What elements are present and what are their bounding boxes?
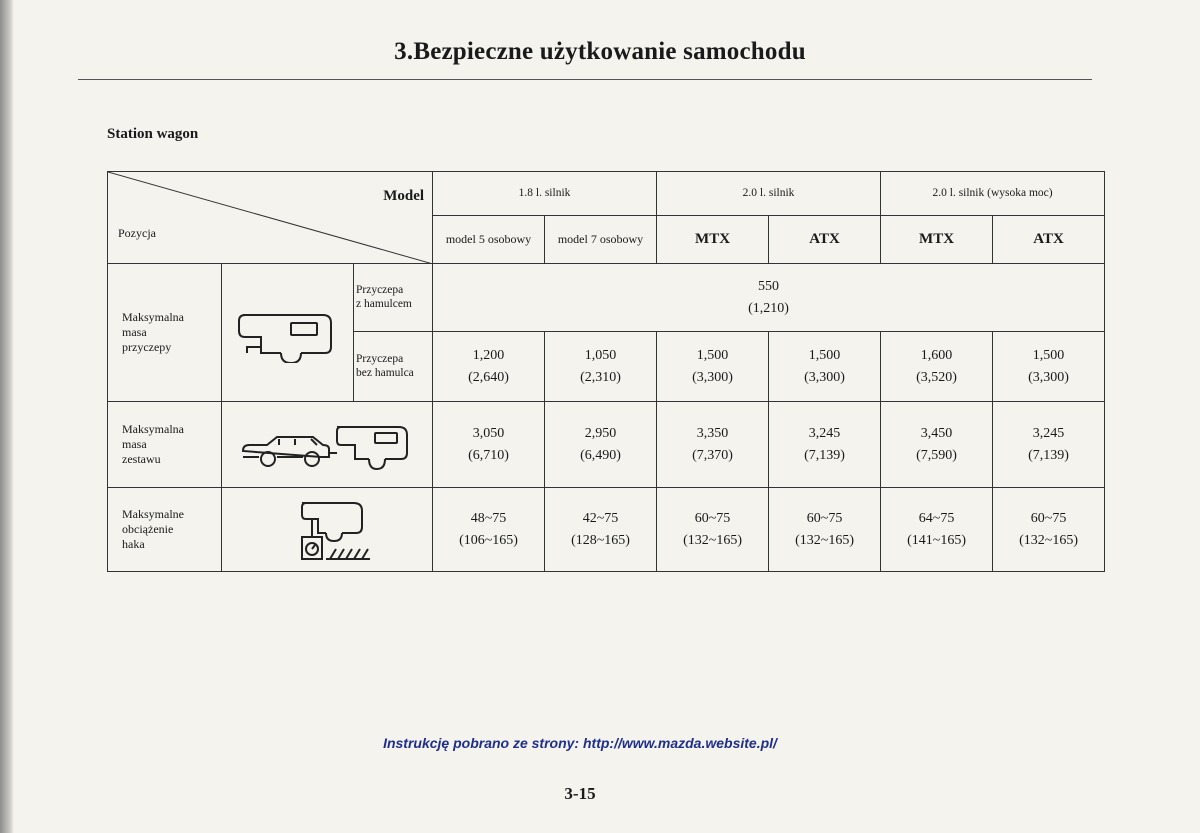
- row-label-line: zestawu: [122, 452, 161, 466]
- variant-header: MTX: [657, 216, 769, 264]
- value-lb: (3,300): [1028, 369, 1069, 385]
- sublabel-braked: [354, 264, 433, 332]
- value-kg: 1,600: [920, 347, 953, 363]
- value-cell: [881, 488, 993, 572]
- value-kg: 3,050: [472, 425, 505, 441]
- value-lb: (141~165): [907, 532, 966, 548]
- row-label-line: masa: [122, 437, 147, 451]
- value-lb: (7,590): [916, 447, 957, 463]
- value-lb: (3,300): [692, 369, 733, 385]
- combination-icon-cell: [222, 402, 433, 488]
- value-cell: [881, 332, 993, 402]
- value-lb: (6,710): [468, 447, 509, 463]
- position-label: Pozycja: [118, 226, 156, 241]
- value-kg: 42~75: [582, 510, 619, 526]
- value-cell: [881, 402, 993, 488]
- page-title: 3.Bezpieczne użytkowanie samochodu: [394, 38, 806, 65]
- car-towing-caravan-icon: [237, 415, 417, 475]
- value-cell: [433, 488, 545, 572]
- section-heading: Station wagon: [107, 126, 199, 142]
- value-kg: 1,200: [472, 347, 505, 363]
- title-rule: [78, 79, 1092, 80]
- value-lb: (3,300): [804, 369, 845, 385]
- value-cell: [993, 402, 1105, 488]
- value-lb: (132~165): [683, 532, 742, 548]
- value-lb: (106~165): [459, 532, 518, 548]
- row-label-combination-mass: [108, 402, 222, 488]
- caravan-trailer-icon: [233, 303, 343, 363]
- value-kg: 1,050: [584, 347, 617, 363]
- row-label-line: haka: [122, 537, 145, 551]
- trailer-icon-cell: [222, 264, 354, 402]
- variant-header: ATX: [993, 216, 1105, 264]
- sublabel-line: z hamulcem: [356, 297, 412, 310]
- value-cell: [657, 332, 769, 402]
- value-cell: [545, 332, 657, 402]
- value-lb: (3,520): [916, 369, 957, 385]
- value-lb: (132~165): [1019, 532, 1078, 548]
- value-kg: 1,500: [696, 347, 729, 363]
- variant-header: MTX: [881, 216, 993, 264]
- value-cell: [769, 402, 881, 488]
- value-cell: [769, 332, 881, 402]
- value-lb: (132~165): [795, 532, 854, 548]
- row-label-line: Maksymalne: [122, 507, 184, 521]
- model-label: Model: [383, 188, 425, 204]
- engine-header-3: 2.0 l. silnik (wysoka moc): [881, 172, 1105, 216]
- value-cell: [433, 332, 545, 402]
- sublabel-line: Przyczepa: [356, 352, 404, 365]
- value-kg: 1,500: [1032, 347, 1065, 363]
- value-kg: 48~75: [470, 510, 507, 526]
- braked-trailer-value-cell: [433, 264, 1105, 332]
- value-kg: 550: [758, 278, 780, 294]
- value-kg: 2,950: [584, 425, 617, 441]
- row-label-hitch-load: [108, 488, 222, 572]
- variant-header: model 5 osobowy: [433, 216, 545, 264]
- row-label-line: Maksymalna: [122, 310, 184, 324]
- value-kg: 64~75: [918, 510, 955, 526]
- row-label-line: obciążenie: [122, 522, 174, 536]
- row-label-trailer-mass: [108, 264, 222, 402]
- value-cell: [545, 488, 657, 572]
- page-number: 3-15: [564, 784, 596, 803]
- sublabel-line: bez hamulca: [356, 366, 414, 379]
- towing-spec-table: [107, 171, 1105, 572]
- value-kg: 60~75: [694, 510, 731, 526]
- variant-header: model 7 osobowy: [545, 216, 657, 264]
- value-kg: 60~75: [1030, 510, 1067, 526]
- value-kg: 3,450: [920, 425, 953, 441]
- value-kg: 60~75: [806, 510, 843, 526]
- value-lb: (7,370): [692, 447, 733, 463]
- value-kg: 3,245: [1032, 425, 1065, 441]
- value-cell: [545, 402, 657, 488]
- value-kg: 3,245: [808, 425, 841, 441]
- hitch-weight-scale-icon: [272, 497, 382, 563]
- value-cell: [993, 332, 1105, 402]
- value-cell: [657, 402, 769, 488]
- value-cell: [769, 488, 881, 572]
- value-cell: [993, 488, 1105, 572]
- sublabel-unbraked: [354, 332, 433, 402]
- value-cell: [657, 488, 769, 572]
- variant-header: ATX: [769, 216, 881, 264]
- value-lb: (7,139): [804, 447, 845, 463]
- page-binding-shadow: [0, 0, 14, 833]
- value-lb: (2,310): [580, 369, 621, 385]
- hitch-icon-cell: [222, 488, 433, 572]
- row-label-line: Maksymalna: [122, 422, 184, 436]
- row-label-line: masa: [122, 325, 147, 339]
- value-kg: 3,350: [696, 425, 729, 441]
- table-corner-header: [108, 172, 433, 264]
- value-lb: (2,640): [468, 369, 509, 385]
- value-lb: (128~165): [571, 532, 630, 548]
- sublabel-line: Przyczepa: [356, 283, 404, 296]
- engine-header-2: 2.0 l. silnik: [657, 172, 881, 216]
- row-label-line: przyczepy: [122, 340, 172, 354]
- value-cell: [433, 402, 545, 488]
- engine-header-1: 1.8 l. silnik: [433, 172, 657, 216]
- value-lb: (6,490): [580, 447, 621, 463]
- download-source-note: Instrukcję pobrano ze strony: http://www.mazda.website.pl/: [383, 735, 777, 751]
- value-kg: 1,500: [808, 347, 841, 363]
- value-lb: (1,210): [748, 300, 789, 316]
- value-lb: (7,139): [1028, 447, 1069, 463]
